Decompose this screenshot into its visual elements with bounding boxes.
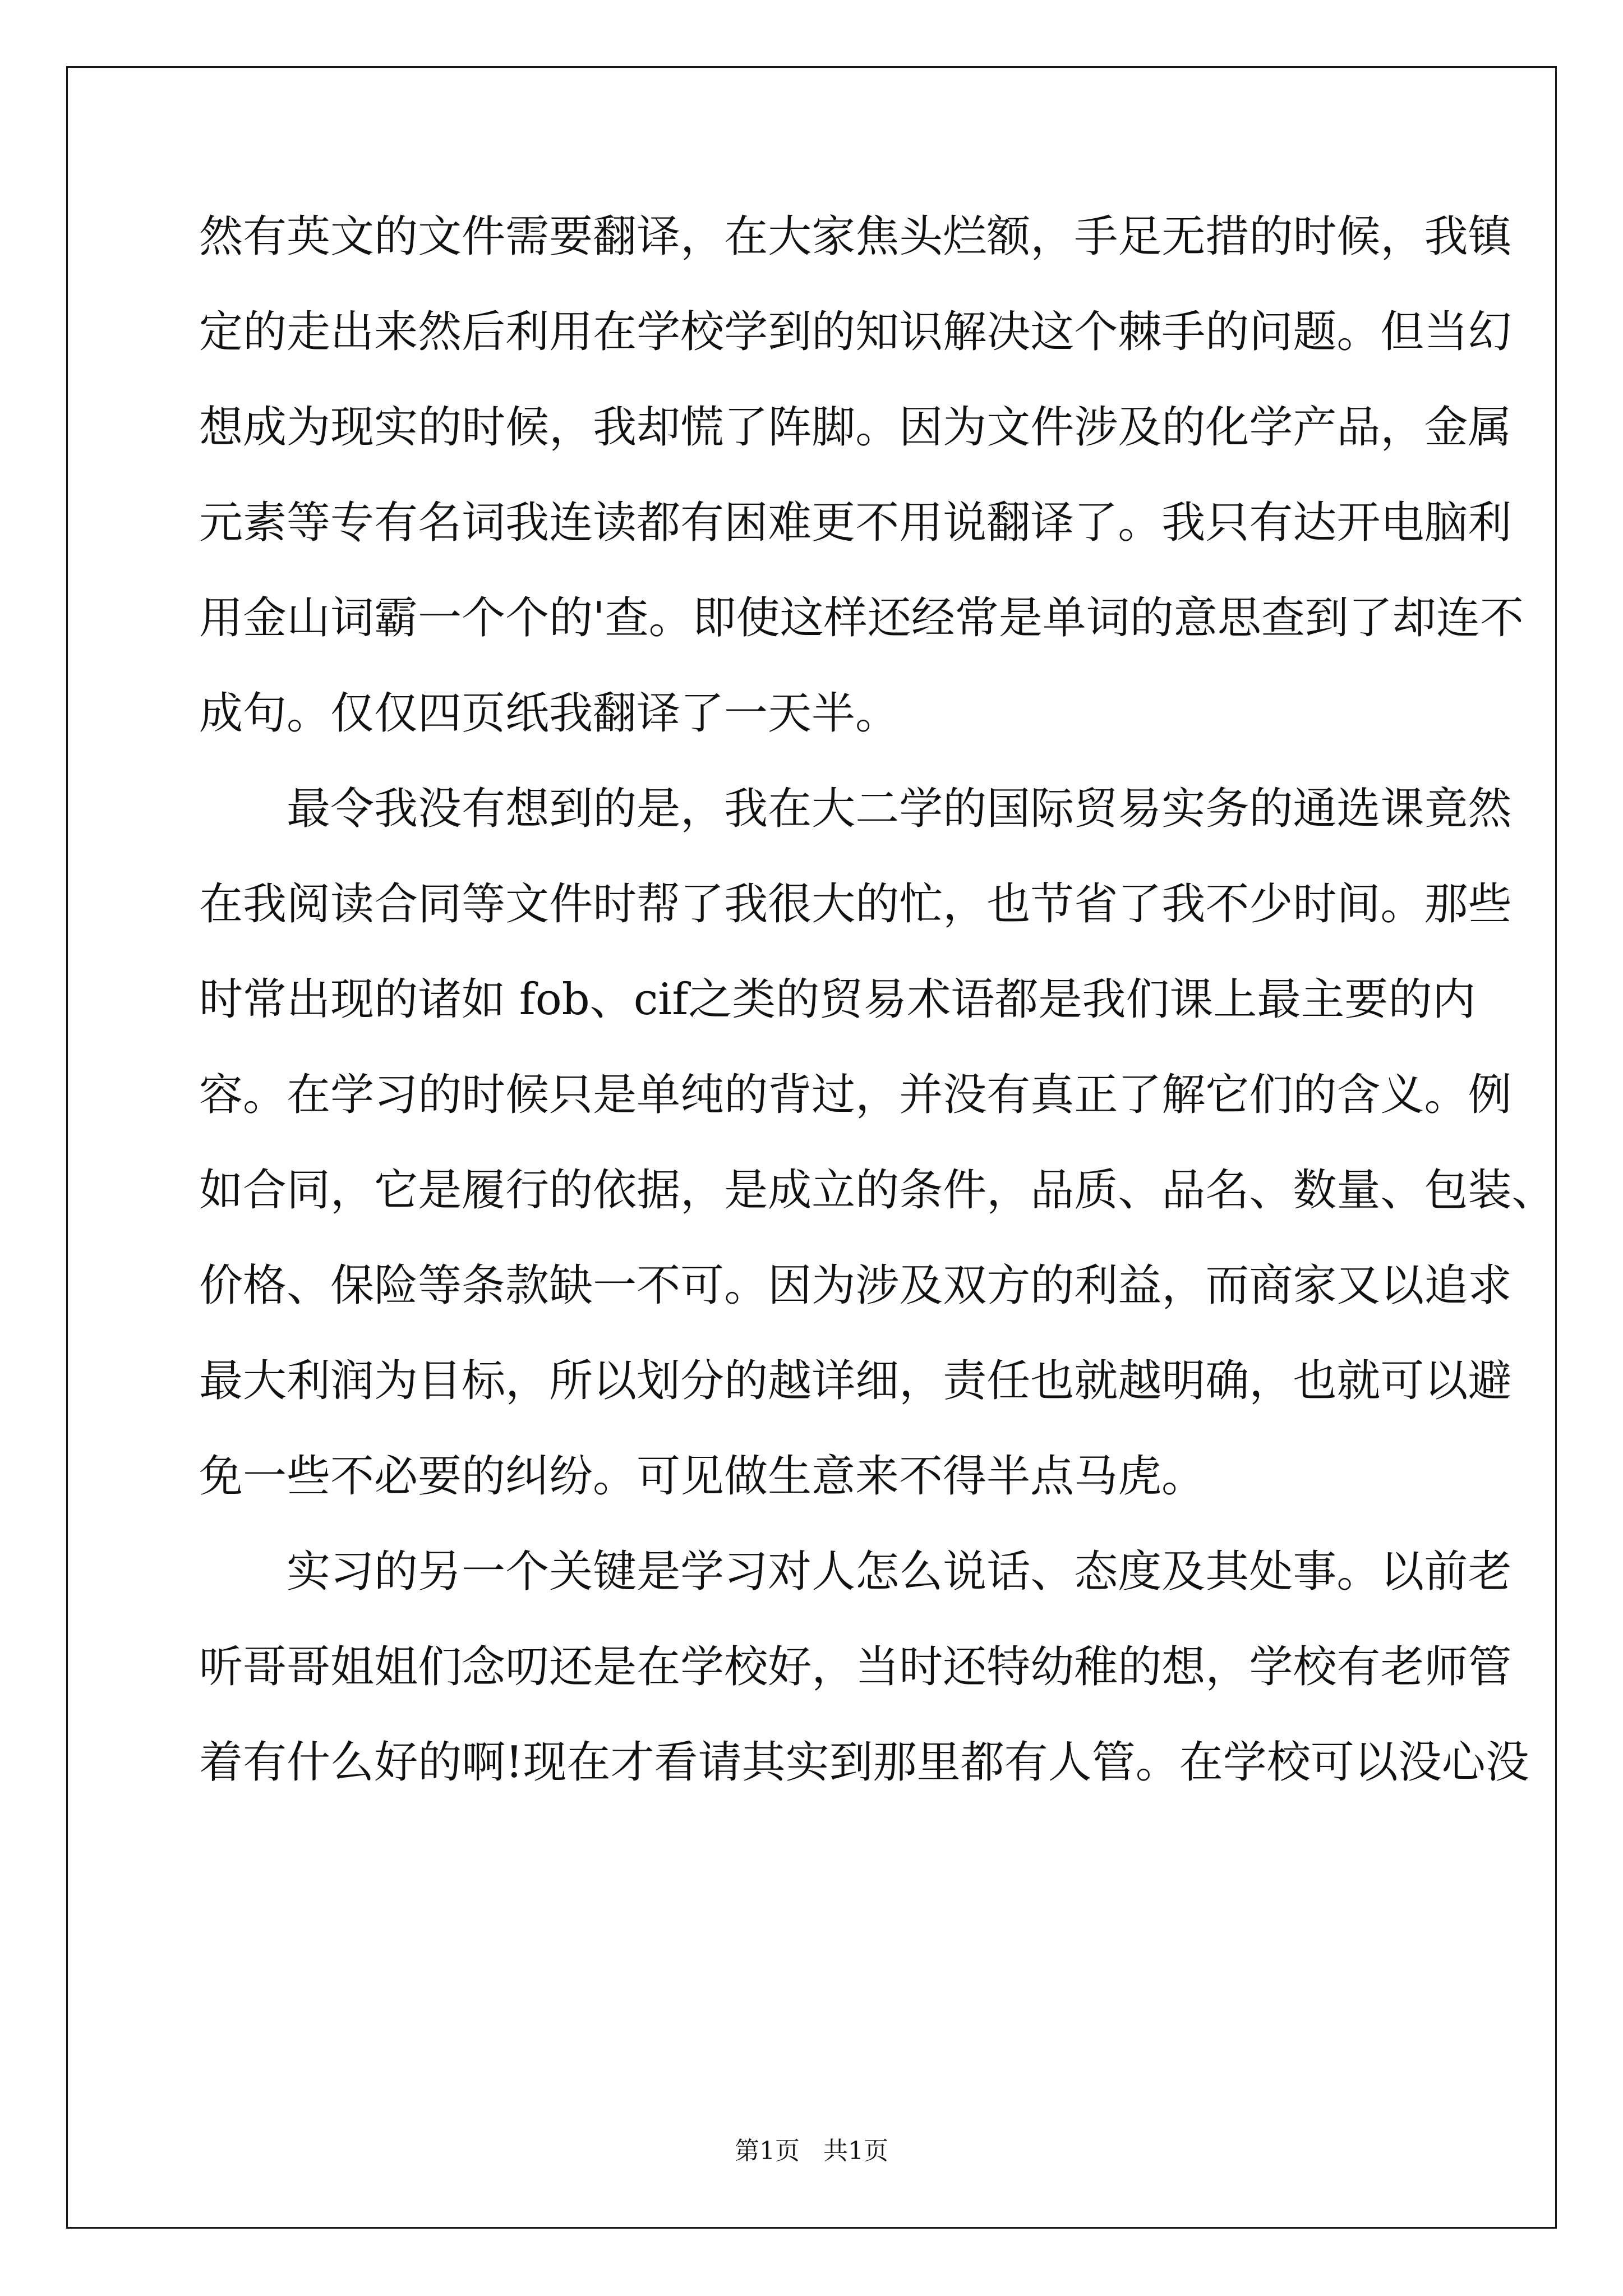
text-line: 容 。 在 学 习 的 时 候 只 是 单 纯 的 背 过 ， 并 没 有 真 正 了 解 它 们 的 含 义 。 例 bbox=[199, 1070, 1512, 1120]
text-line: 想 成 为 现 实 的 时 候 ， 我 却 慌 了 阵 脚 。 因 为 文 件 涉 及 的 化 学 产 品 ， 金 属 bbox=[199, 402, 1512, 453]
text-line: 着 有 什 么 好 的 啊 ! 现 在 才 看 请 其 实 到 那 里 都 有 人 管 。 在 学 校 可 以 没 心 没 bbox=[199, 1737, 1529, 1788]
text-line: 最 大 利 润 为 目 标 ， 所 以 划 分 的 越 详 细 ， 责 任 也 就 越 明 确 ， 也 就 可 以 避 bbox=[199, 1356, 1512, 1406]
text-line: 成句。仅仅四页纸我翻译了一天半。 bbox=[199, 688, 900, 739]
text-line: 时 常 出 现 的 诸 如 fob 、 cif 之 类 的 贸 易 术 语 都 是 我 们 课 上 最 主 要 的 内 bbox=[199, 974, 1476, 1025]
text-line: 最 令 我 没 有 想 到 的 是 ， 我 在 大 二 学 的 国 际 贸 易 实 务 的 通 选 课 竟 然 bbox=[287, 784, 1512, 834]
text-line: 用 金 山 词 霸 一 个 个 的 ' 查 。 即 使 这 样 还 经 常 是 单 词 的 意 思 查 到 了 却 连 不 bbox=[199, 593, 1524, 643]
text-line: 然 有 英 文 的 文 件 需 要 翻 译 ， 在 大 家 焦 头 烂 额 ， 手 足 无 措 的 时 候 ， 我 镇 bbox=[199, 211, 1512, 262]
text-line: 价 格 、 保 险 等 条 款 缺 一 不 可 。 因 为 涉 及 双 方 的 利 益 ， 而 商 家 又 以 追 求 bbox=[199, 1260, 1512, 1311]
page-total: 共1页 bbox=[823, 2137, 888, 2165]
page-number: 第1页 bbox=[735, 2137, 800, 2165]
text-line: 元 素 等 专 有 名 词 我 连 读 都 有 困 难 更 不 用 说 翻 译 了 。 我 只 有 达 开 电 脑 利 bbox=[199, 498, 1512, 548]
text-line: 实 习 的 另 一 个 关 键 是 学 习 对 人 怎 么 说 话 、 态 度 及 其 处 事 。 以 前 老 bbox=[287, 1547, 1512, 1597]
text-line: 在 我 阅 读 合 同 等 文 件 时 帮 了 我 很 大 的 忙 ， 也 节 省 了 我 不 少 时 间 。 那 些 bbox=[199, 879, 1512, 930]
text-line: 免一些不必要的纠纷。可见做生意来不得半点马虎。 bbox=[199, 1451, 1206, 1502]
document-body bbox=[199, 211, 1556, 1833]
page-footer bbox=[0, 2131, 1623, 2166]
text-line: 如 合 同 ， 它 是 履 行 的 依 据 ， 是 成 立 的 条 件 ， 品 质 、 品 名 、 数 量 、 包 装 、 bbox=[199, 1165, 1556, 1216]
text-line: 定 的 走 出 来 然 后 利 用 在 学 校 学 到 的 知 识 解 决 这 个 棘 手 的 问 题 。 但 当 幻 bbox=[199, 307, 1512, 357]
text-line: 听 哥 哥 姐 姐 们 念 叨 还 是 在 学 校 好 ， 当 时 还 特 幼 稚 的 想 ， 学 校 有 老 师 管 bbox=[199, 1642, 1512, 1692]
